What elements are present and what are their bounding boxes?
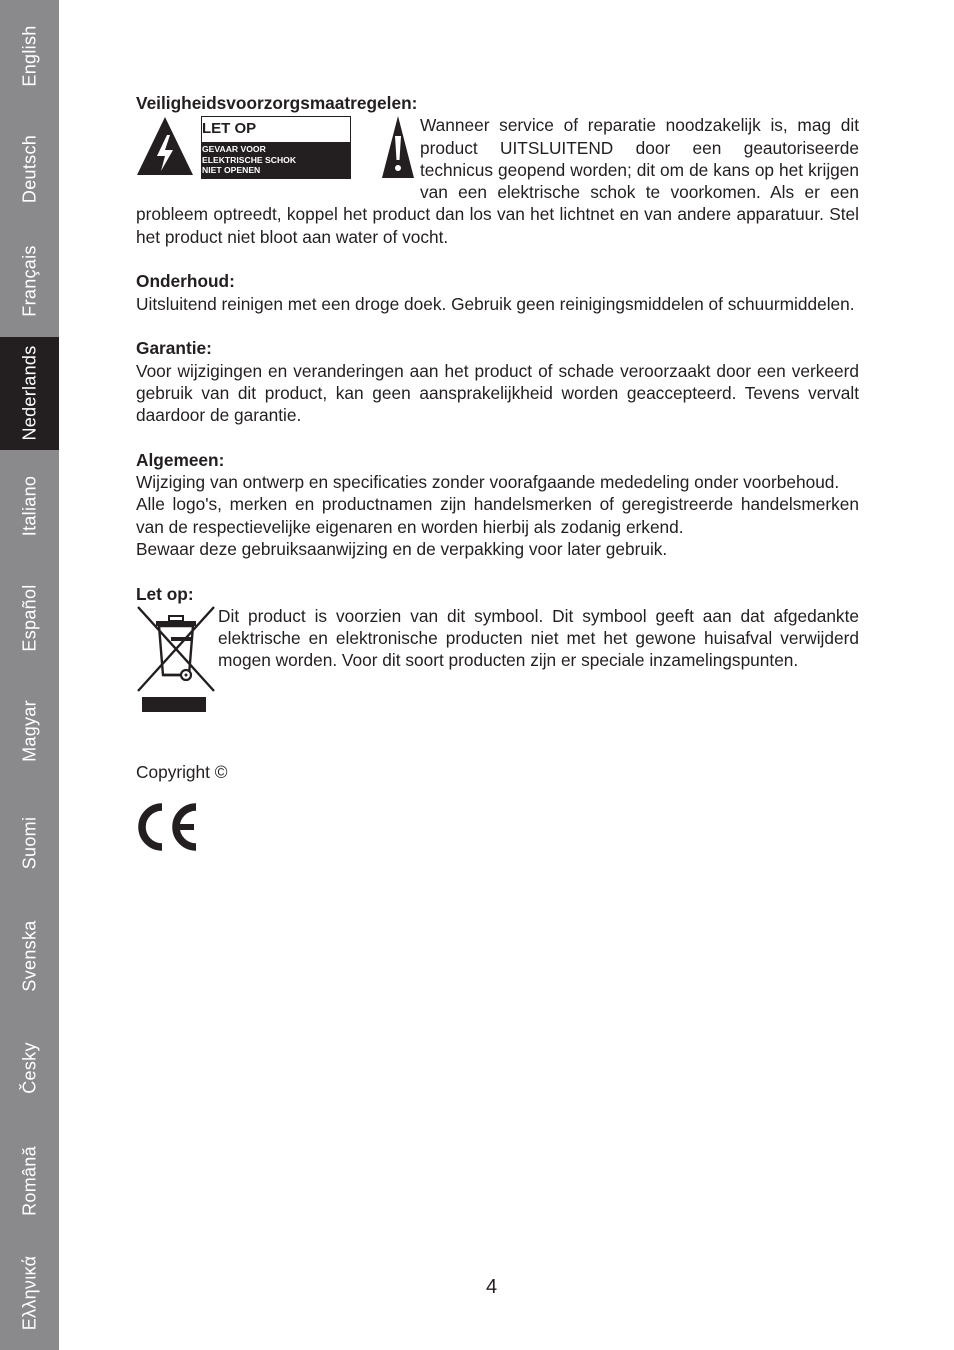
safety-heading: Veiligheidsvoorzorgsmaatregelen: xyxy=(136,93,418,113)
lang-tab-label: Deutsch xyxy=(19,134,40,204)
let-op-line: ELEKTRISCHE SCHOK xyxy=(202,154,297,165)
let-op-label xyxy=(201,116,351,179)
lang-tab-francais[interactable] xyxy=(0,225,59,338)
lang-tab-romana[interactable] xyxy=(0,1125,59,1238)
lang-tab-label: Suomi xyxy=(19,816,40,870)
lang-tab-label: Italiano xyxy=(19,475,40,537)
lang-tab-italiano[interactable] xyxy=(0,450,59,563)
safety-paragraph xyxy=(136,114,859,248)
general-text-1: Wijziging van ontwerp en specificaties zonder voorafgaande mededeling onder voorbehoud. xyxy=(136,472,840,493)
notice-heading: Let op: xyxy=(136,583,194,604)
copyright-text: Copyright © xyxy=(136,762,228,783)
let-op-warning-text xyxy=(202,142,350,178)
weee-crossed-bin-icon xyxy=(136,605,216,693)
lang-tab-label: Español xyxy=(19,584,40,652)
general-heading: Algemeen: xyxy=(136,449,225,470)
exclamation-warning-icon xyxy=(382,116,414,178)
general-text-2: Alle logo's, merken en productnamen zijn handelsmerken of geregistreerde handelsmerken van de respectievelijke eigenaren en worden hierbij als zodanig erkend. xyxy=(136,494,859,537)
lang-tab-label: Ελληνικά xyxy=(19,1255,40,1331)
lang-tab-deutsch[interactable] xyxy=(0,113,59,226)
lang-tab-label: English xyxy=(19,25,40,87)
maintenance-text: Uitsluitend reinigen met een droge doek. Gebruik geen reinigingsmiddelen of schuurmiddelen. xyxy=(136,293,855,314)
lightning-warning-icon xyxy=(136,116,194,176)
safety-text: Wanneer service of reparatie noodzakelijk is, mag dit product UITSLUITEND door een geautoriseerde technicus geopend worden; dit om de kans op het krijgen van een elektrische schok te voorkomen. Als er een probleem optreedt, koppel het product dan los van het lichtnet en van andere apparatuur. Stel het product niet bloot aan water of vocht. xyxy=(136,115,859,247)
lang-tab-label: Svenska xyxy=(19,920,40,992)
ce-mark-icon xyxy=(136,801,200,853)
general-text-3: Bewaar deze gebruiksaanwijzing en de verpakking voor later gebruik. xyxy=(136,538,668,559)
let-op-title: LET OP xyxy=(202,120,257,138)
lang-tab-english[interactable] xyxy=(0,0,59,113)
notice-paragraph xyxy=(136,605,859,733)
lang-tab-ellinika[interactable] xyxy=(0,1237,59,1350)
lang-tab-label: Română xyxy=(19,1146,40,1216)
manual-page-content xyxy=(136,92,859,858)
weee-bar xyxy=(142,697,206,712)
lang-tab-nederlands[interactable] xyxy=(0,337,59,450)
lang-tab-cesky[interactable] xyxy=(0,1012,59,1125)
page-number: 4 xyxy=(486,1276,498,1298)
maintenance-heading: Onderhoud: xyxy=(136,271,235,292)
let-op-line: NIET OPENEN xyxy=(202,165,261,176)
lang-tab-suomi[interactable] xyxy=(0,787,59,900)
lang-tab-label: Česky xyxy=(19,1042,40,1094)
lang-tab-label: Magyar xyxy=(19,700,40,762)
lang-tab-espanol[interactable] xyxy=(0,562,59,675)
notice-text: Dit product is voorzien van dit symbool. Dit symbool geeft aan dat afgedankte elektrische en elektronische producten niet met het gewone huisafval verwijderd mogen worden. Voor dit soort producten zijn er speciale inzamelingspunten. xyxy=(218,605,859,671)
warranty-text: Voor wijzigingen en veranderingen aan het product of schade veroorzaakt door een verkeerd gebruik van dit product, kan geen aansprakelijkheid worden geaccepteerd. Tevens vervalt daardoor de garantie. xyxy=(136,360,859,426)
lang-tab-label: Nederlands xyxy=(19,345,40,441)
lang-tab-magyar[interactable] xyxy=(0,675,59,788)
lang-tab-svenska[interactable] xyxy=(0,900,59,1013)
warning-label-group xyxy=(136,114,416,181)
let-op-line: GEVAAR VOOR xyxy=(202,144,266,155)
warranty-heading: Garantie: xyxy=(136,338,212,359)
weee-symbol xyxy=(136,605,216,705)
language-tab-bar xyxy=(0,0,59,1350)
lang-tab-label: Français xyxy=(19,245,40,317)
